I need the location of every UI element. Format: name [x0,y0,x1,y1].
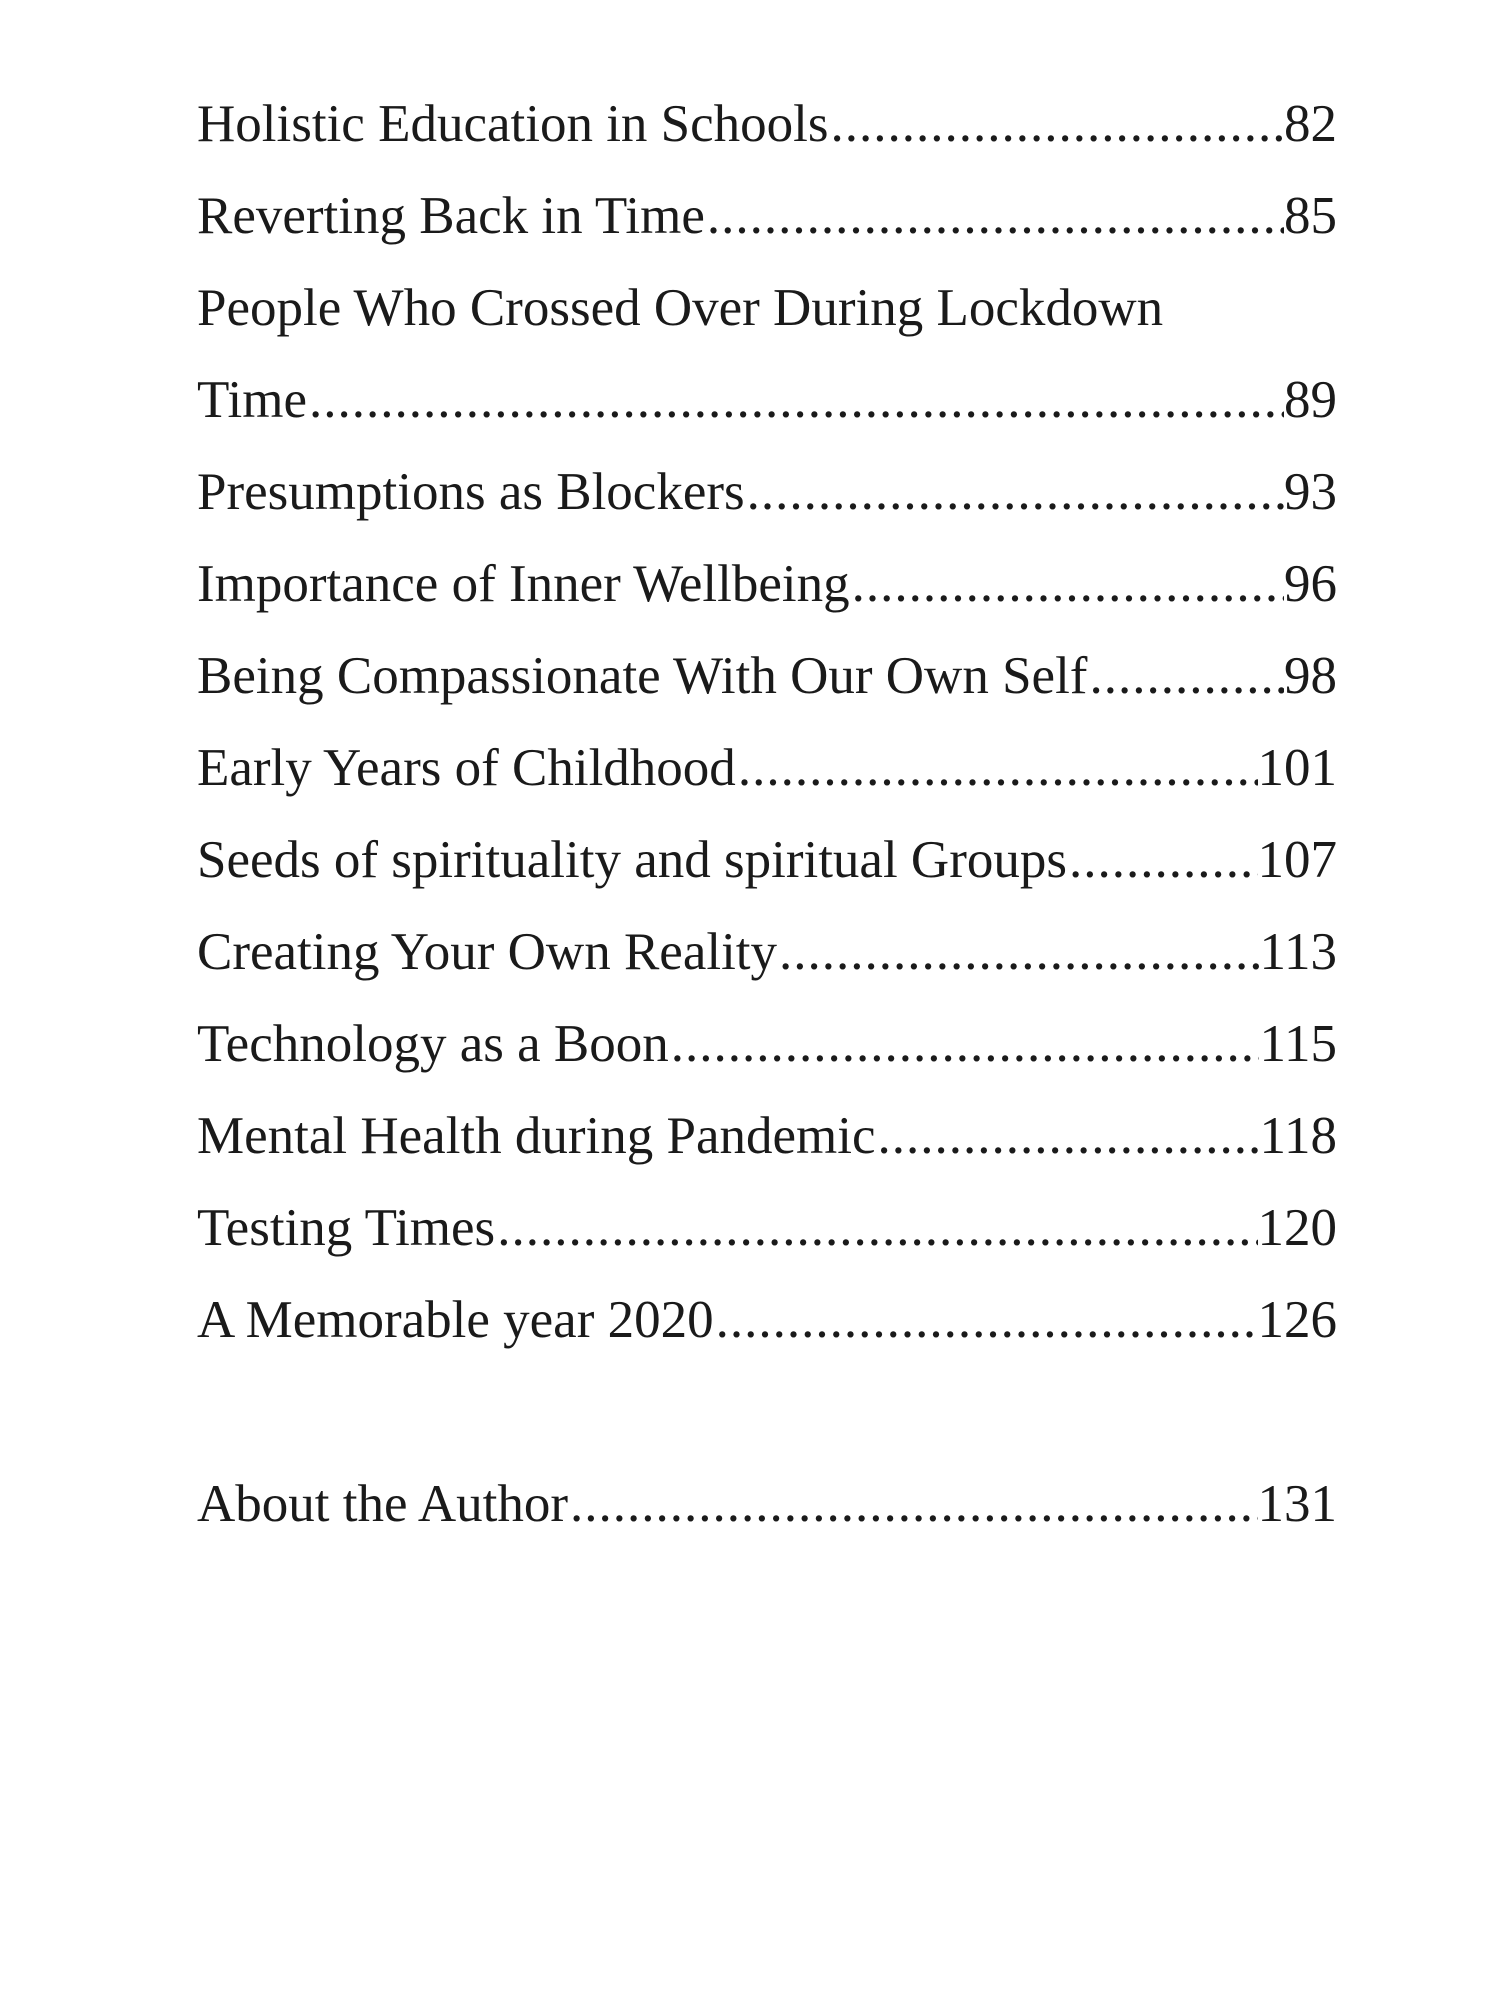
toc-entry-title: Reverting Back in Time [197,187,705,245]
toc-entry-page-number: 126 [1257,1291,1337,1349]
dot-leader [850,538,1284,630]
dot-leader [876,1090,1260,1182]
toc-entry-title-continued: Time [197,371,307,429]
toc-entry-page-number: 118 [1259,1107,1337,1165]
dot-leader [568,1458,1258,1550]
toc-entry-title: Creating Your Own Reality [197,923,778,981]
toc-entry-title: Mental Health during Pandemic [197,1107,876,1165]
dot-leader [714,1274,1258,1366]
toc-entry-people-crossed-over-line2[interactable] [197,354,1337,446]
toc-list [197,78,1337,1550]
table-of-contents-page [197,78,1337,1550]
toc-entry-page-number: 101 [1257,739,1337,797]
toc-entry-inner-wellbeing[interactable] [197,538,1337,630]
dot-leader [495,1182,1257,1274]
toc-entry-technology-boon[interactable] [197,998,1337,1090]
toc-entry-title: Early Years of Childhood [197,739,736,797]
toc-entry-testing-times[interactable] [197,1182,1337,1274]
toc-entry-page-number: 120 [1257,1199,1337,1257]
toc-entry-page-number: 96 [1284,555,1337,613]
dot-leader [1067,814,1258,906]
section-spacer [197,1366,1337,1458]
dot-leader [705,170,1284,262]
toc-entry-creating-reality[interactable] [197,906,1337,998]
toc-entry-page-number: 131 [1257,1475,1337,1533]
toc-entry-title: Importance of Inner Wellbeing [197,555,850,613]
toc-entry-people-crossed-over-line1[interactable] [197,262,1337,354]
toc-entry-title: Seeds of spirituality and spiritual Groups [197,831,1067,889]
toc-entry-mental-health[interactable] [197,1090,1337,1182]
dot-leader [1087,630,1284,722]
dot-leader [745,446,1284,538]
toc-entry-title: Presumptions as Blockers [197,463,745,521]
toc-entry-title: Holistic Education in Schools [197,95,829,153]
dot-leader [307,354,1284,446]
toc-entry-page-number: 85 [1284,187,1337,245]
dot-leader [736,722,1258,814]
toc-entry-reverting-back[interactable] [197,170,1337,262]
toc-entry-compassionate[interactable] [197,630,1337,722]
toc-entry-page-number: 98 [1284,647,1337,705]
toc-entry-page-number: 107 [1257,831,1337,889]
dot-leader [829,78,1284,170]
toc-entry-page-number: 89 [1284,371,1337,429]
toc-entry-title: Being Compassionate With Our Own Self [197,647,1088,705]
dot-leader [777,906,1259,998]
toc-entry-seeds-of-spirituality[interactable] [197,814,1337,906]
toc-entry-holistic-education[interactable] [197,78,1337,170]
toc-entry-page-number: 82 [1284,95,1337,153]
toc-entry-page-number: 115 [1259,1015,1337,1073]
toc-entry-memorable-year[interactable] [197,1274,1337,1366]
toc-entry-page-number: 93 [1284,463,1337,521]
dot-leader [669,998,1260,1090]
toc-entry-presumptions[interactable] [197,446,1337,538]
toc-entry-title: About the Author [197,1475,568,1533]
toc-entry-early-years[interactable] [197,722,1337,814]
toc-entry-title: People Who Crossed Over During Lockdown [197,279,1164,337]
toc-entry-title: Testing Times [197,1199,496,1257]
toc-entry-title: Technology as a Boon [197,1015,669,1073]
toc-entry-title: A Memorable year 2020 [197,1291,714,1349]
toc-entry-page-number: 113 [1259,923,1337,981]
toc-entry-about-author[interactable] [197,1458,1337,1550]
